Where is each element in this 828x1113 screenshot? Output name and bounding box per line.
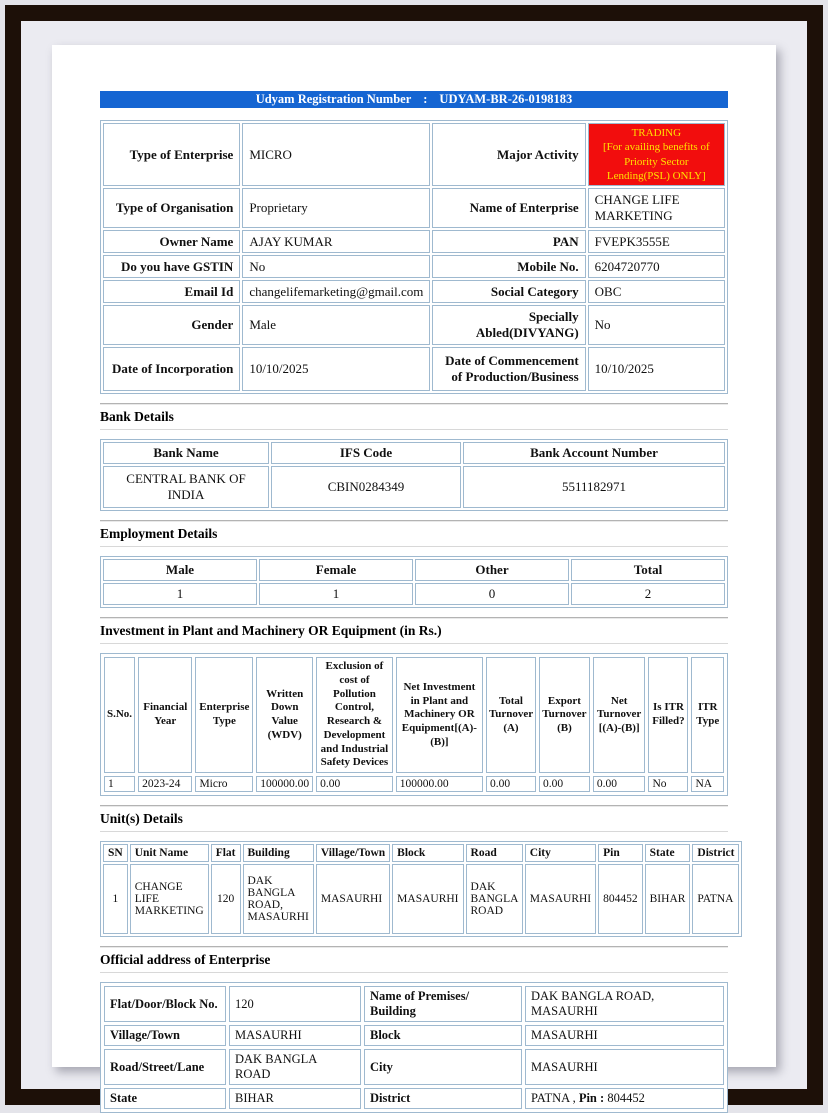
table-row [103,347,725,391]
field-label: Date of Commencement of Production/Business [432,347,585,391]
field-value: MASAURHI [229,1025,361,1046]
employment-details-table [100,556,728,608]
udyam-registration-bar [100,91,728,108]
field-label: Block [364,1025,522,1046]
official-address-table [100,982,728,1113]
table-row [103,230,725,253]
field-label: Date of Incorporation [103,347,240,391]
field-label: District [364,1088,522,1109]
column-header: Unit Name [130,844,209,862]
table-row [104,1088,724,1109]
registration-label: Udyam Registration Number [255,92,412,106]
section-heading-employment: Employment Details [100,526,218,542]
table-header-row [103,442,725,464]
section-heading-investment: Investment in Plant and Machinery OR Equipment (in Rs.) [100,623,442,639]
field-value: 120 [229,986,361,1022]
serial-number: 1 [104,776,135,792]
column-header: City [525,844,596,862]
unit-name: CHANGE LIFE MARKETING [130,864,209,934]
units-details-table [100,841,742,937]
section-divider [100,946,728,948]
is-itr-filled: No [648,776,688,792]
field-value: changelifemarketing@gmail.com [242,280,430,303]
field-value: 6204720770 [588,255,725,278]
field-label: Road/Street/Lane [104,1049,226,1085]
column-header: Male [103,559,257,581]
field-value: MASAURHI [525,1049,724,1085]
photo-frame [5,5,823,1105]
certificate-page [52,45,776,1106]
section-divider [100,831,728,832]
column-header: Village/Town [316,844,390,862]
major-activity-value: TRADING [631,127,682,139]
field-value: 10/10/2025 [588,347,725,391]
unit-road: DAK BANGLA ROAD [466,864,523,934]
column-header: Road [466,844,523,862]
column-header: Total Turnover (A) [486,657,536,773]
section-divider [100,617,728,619]
column-header: Total [571,559,725,581]
column-header: SN [103,844,128,862]
field-label: Type of Organisation [103,188,240,228]
field-value: Male [242,305,430,345]
column-header: Written Down Value (WDV) [256,657,313,773]
table-row [103,305,725,345]
table-row [104,1025,724,1046]
column-header: Bank Account Number [463,442,725,464]
table-row [104,776,724,792]
unit-block: MASAURHI [392,864,463,934]
field-label: Email Id [103,280,240,303]
table-header-row [103,844,739,862]
column-header: Financial Year [138,657,192,773]
total-turnover: 0.00 [486,776,536,792]
district-value: PATNA , [531,1091,576,1106]
registration-number: UDYAM-BR-26-0198183 [439,92,573,106]
table-row [103,466,725,508]
registration-separator: : [423,92,428,106]
ifs-code: CBIN0284349 [271,466,461,508]
section-divider [100,520,728,522]
field-label: Major Activity [432,123,585,186]
column-header: Building [243,844,314,862]
table-row [104,986,724,1022]
table-row [103,864,739,934]
district-with-pin [525,1088,724,1109]
section-heading-address: Official address of Enterprise [100,952,271,968]
major-activity-note: [For availing benefits of Priority Sector Lending(PSL) ONLY] [603,141,710,182]
column-header: Other [415,559,569,581]
column-header: Export Turnover (B) [539,657,590,773]
field-value: DAK BANGLA ROAD, MASAURHI [525,986,724,1022]
field-value: MICRO [242,123,430,186]
table-header-row [104,657,724,773]
section-divider [100,643,728,644]
column-header: Exclusion of cost of Pollution Control, Research & Development and Industrial Safety Devices [316,657,393,773]
field-label: Owner Name [103,230,240,253]
column-header: ITR Type [691,657,724,773]
table-row [103,123,725,186]
field-label: Social Category [432,280,585,303]
employment-female-count: 1 [259,583,413,605]
exclusion-cost: 0.00 [316,776,393,792]
unit-district: PATNA [692,864,739,934]
unit-state: BIHAR [645,864,691,934]
column-header: Net Investment in Plant and Machinery OR Equipment[(A)-(B)] [396,657,483,773]
itr-type: NA [691,776,724,792]
table-row [103,188,725,228]
section-divider [100,805,728,807]
employment-other-count: 0 [415,583,569,605]
column-header: Bank Name [103,442,269,464]
field-value: No [242,255,430,278]
table-row [103,583,725,605]
column-header: Block [392,844,463,862]
employment-male-count: 1 [103,583,257,605]
field-label: City [364,1049,522,1085]
column-header: Female [259,559,413,581]
section-divider [100,546,728,547]
field-value: BIHAR [229,1088,361,1109]
pin-value: 804452 [607,1091,645,1106]
unit-flat: 120 [211,864,241,934]
column-header: State [645,844,691,862]
field-value: No [588,305,725,345]
unit-city: MASAURHI [525,864,596,934]
section-divider [100,403,728,405]
field-label: PAN [432,230,585,253]
field-label: Mobile No. [432,255,585,278]
field-label: Name of Premises/ Building [364,986,522,1022]
field-label: Gender [103,305,240,345]
column-header: Net Turnover [(A)-(B)] [593,657,646,773]
financial-year: 2023-24 [138,776,192,792]
unit-sn: 1 [103,864,128,934]
bank-name: CENTRAL BANK OF INDIA [103,466,269,508]
investment-table [100,653,728,796]
field-value: CHANGE LIFE MARKETING [588,188,725,228]
bank-details-table [100,439,728,511]
field-label: Name of Enterprise [432,188,585,228]
net-investment: 100000.00 [396,776,483,792]
column-header: IFS Code [271,442,461,464]
table-row [103,280,725,303]
field-value: Proprietary [242,188,430,228]
field-label: State [104,1088,226,1109]
column-header: District [692,844,739,862]
table-row [103,255,725,278]
section-divider [100,429,728,430]
field-label: Flat/Door/Block No. [104,986,226,1022]
field-value: DAK BANGLA ROAD [229,1049,361,1085]
column-header: S.No. [104,657,135,773]
field-label: Type of Enterprise [103,123,240,186]
field-value: OBC [588,280,725,303]
enterprise-type: Micro [195,776,253,792]
export-turnover: 0.00 [539,776,590,792]
field-label: Specially Abled(DIVYANG) [432,305,585,345]
bank-account-number: 5511182971 [463,466,725,508]
pin-label: Pin : [578,1091,605,1106]
enterprise-details-table [100,120,728,394]
section-heading-bank: Bank Details [100,409,174,425]
written-down-value: 100000.00 [256,776,313,792]
field-value: FVEPK3555E [588,230,725,253]
column-header: Is ITR Filled? [648,657,688,773]
column-header: Flat [211,844,241,862]
unit-pin: 804452 [598,864,643,934]
employment-total-count: 2 [571,583,725,605]
column-header: Enterprise Type [195,657,253,773]
unit-building: DAK BANGLA ROAD, MASAURHI [243,864,314,934]
table-row [104,1049,724,1085]
table-header-row [103,559,725,581]
major-activity-highlight [588,123,725,186]
field-value: MASAURHI [525,1025,724,1046]
field-label: Do you have GSTIN [103,255,240,278]
field-label: Village/Town [104,1025,226,1046]
field-value: 10/10/2025 [242,347,430,391]
section-divider [100,972,728,973]
section-heading-units: Unit(s) Details [100,811,183,827]
unit-village-town: MASAURHI [316,864,390,934]
field-value: AJAY KUMAR [242,230,430,253]
column-header: Pin [598,844,643,862]
net-turnover: 0.00 [593,776,646,792]
